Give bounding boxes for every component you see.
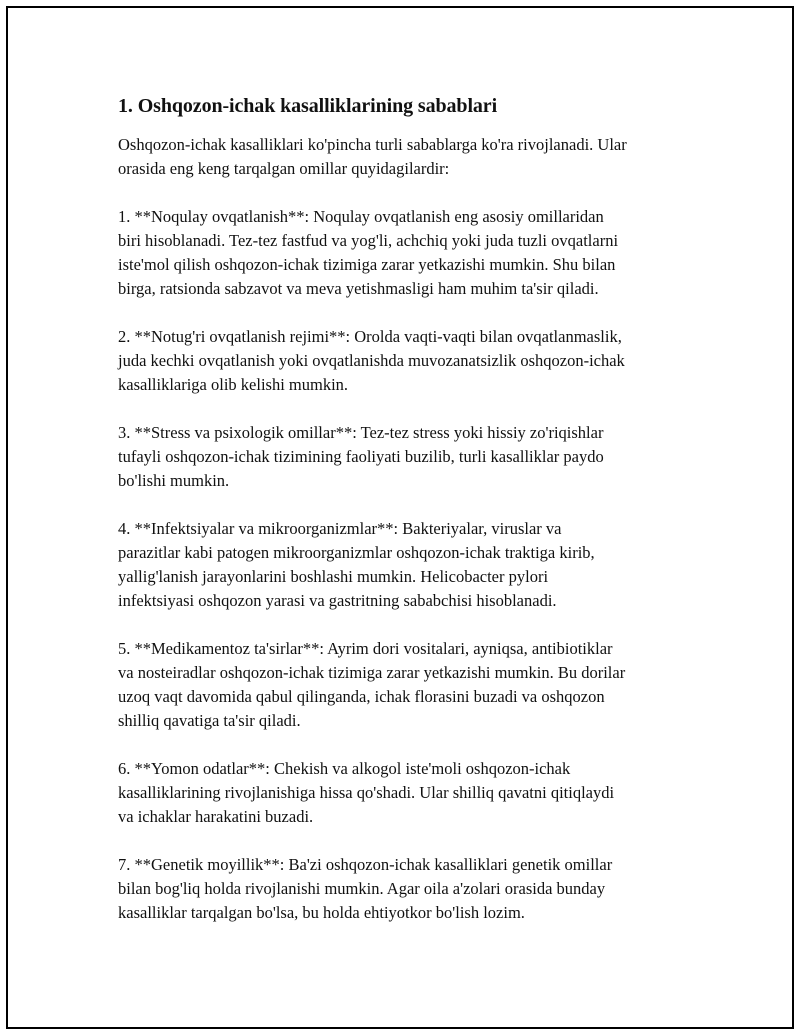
- cause-item-1: 1. **Noqulay ovqatlanish**: Noqulay ovqatlanish eng asosiy omillaridan biri hisoblanadi. Tez-tez fastfud va yog'li, achchiq yoki juda tuzli ovqatlarni iste'mol qilish oshqozon-ichak tizimiga zarar yetkazishi mumkin. Shu bilan birga, ratsionda sabzavot va meva yetishmasligi ham muhim ta'sir qiladi.: [118, 207, 619, 298]
- cause-item-7: 7. **Genetik moyillik**: Ba'zi oshqozon-ichak kasalliklari genetik omillar bilan bog'liq holda rivojlanishi mumkin. Agar oila a'zolari orasida bunday kasalliklar tarqalgan bo'lsa, bu holda ehtiyotkor bo'lish lozim.: [118, 855, 613, 922]
- cause-item-4: 4. **Infektsiyalar va mikroorganizmlar**: Bakteriyalar, viruslar va parazitlar kabi patogen mikroorganizmlar oshqozon-ichak traktiga kirib, yallig'lanish jarayonlarini boshlashi mumkin. Helicobacter pylori infektsiyasi oshqozon yarasi va gastritning sababchisi hisoblanadi.: [118, 519, 595, 610]
- intro-paragraph: Oshqozon-ichak kasalliklari ko'pincha turli sabablarga ko'ra rivojlanadi. Ular orasida eng keng tarqalgan omillar quyidagilardir:: [118, 135, 627, 178]
- cause-item-2: 2. **Notug'ri ovqatlanish rejimi**: Orolda vaqti-vaqti bilan ovqatlanmaslik, juda kechki ovqatlanish yoki ovqatlanishda muvozanatsizlik oshqozon-ichak kasalliklariga olib kelishi mumkin.: [118, 327, 625, 394]
- cause-item-5: 5. **Medikamentoz ta'sirlar**: Ayrim dori vositalari, ayniqsa, antibiotiklar va nosteiradlar oshqozon-ichak tizimiga zarar yetkazishi mumkin. Bu dorilar uzoq vaqt davomida qabul qilinganda, ichak florasini buzadi va oshqozon shilliq qavatiga ta'sir qiladi.: [118, 639, 626, 730]
- document-body: [118, 93, 690, 949]
- cause-item-6: 6. **Yomon odatlar**: Chekish va alkogol iste'moli oshqozon-ichak kasalliklarining rivojlanishiga hissa qo'shadi. Ular shilliq qavatni qitiqlaydi va ichaklar harakatini buzadi.: [118, 759, 615, 826]
- cause-item-3: 3. **Stress va psixologik omillar**: Tez-tez stress yoki hissiy zo'riqishlar tufayli oshqozon-ichak tizimining faoliyati buzilib, turli kasalliklar paydo bo'lishi mumkin.: [118, 423, 604, 490]
- document-title: 1. Oshqozon-ichak kasalliklarining sabablari: [118, 95, 498, 117]
